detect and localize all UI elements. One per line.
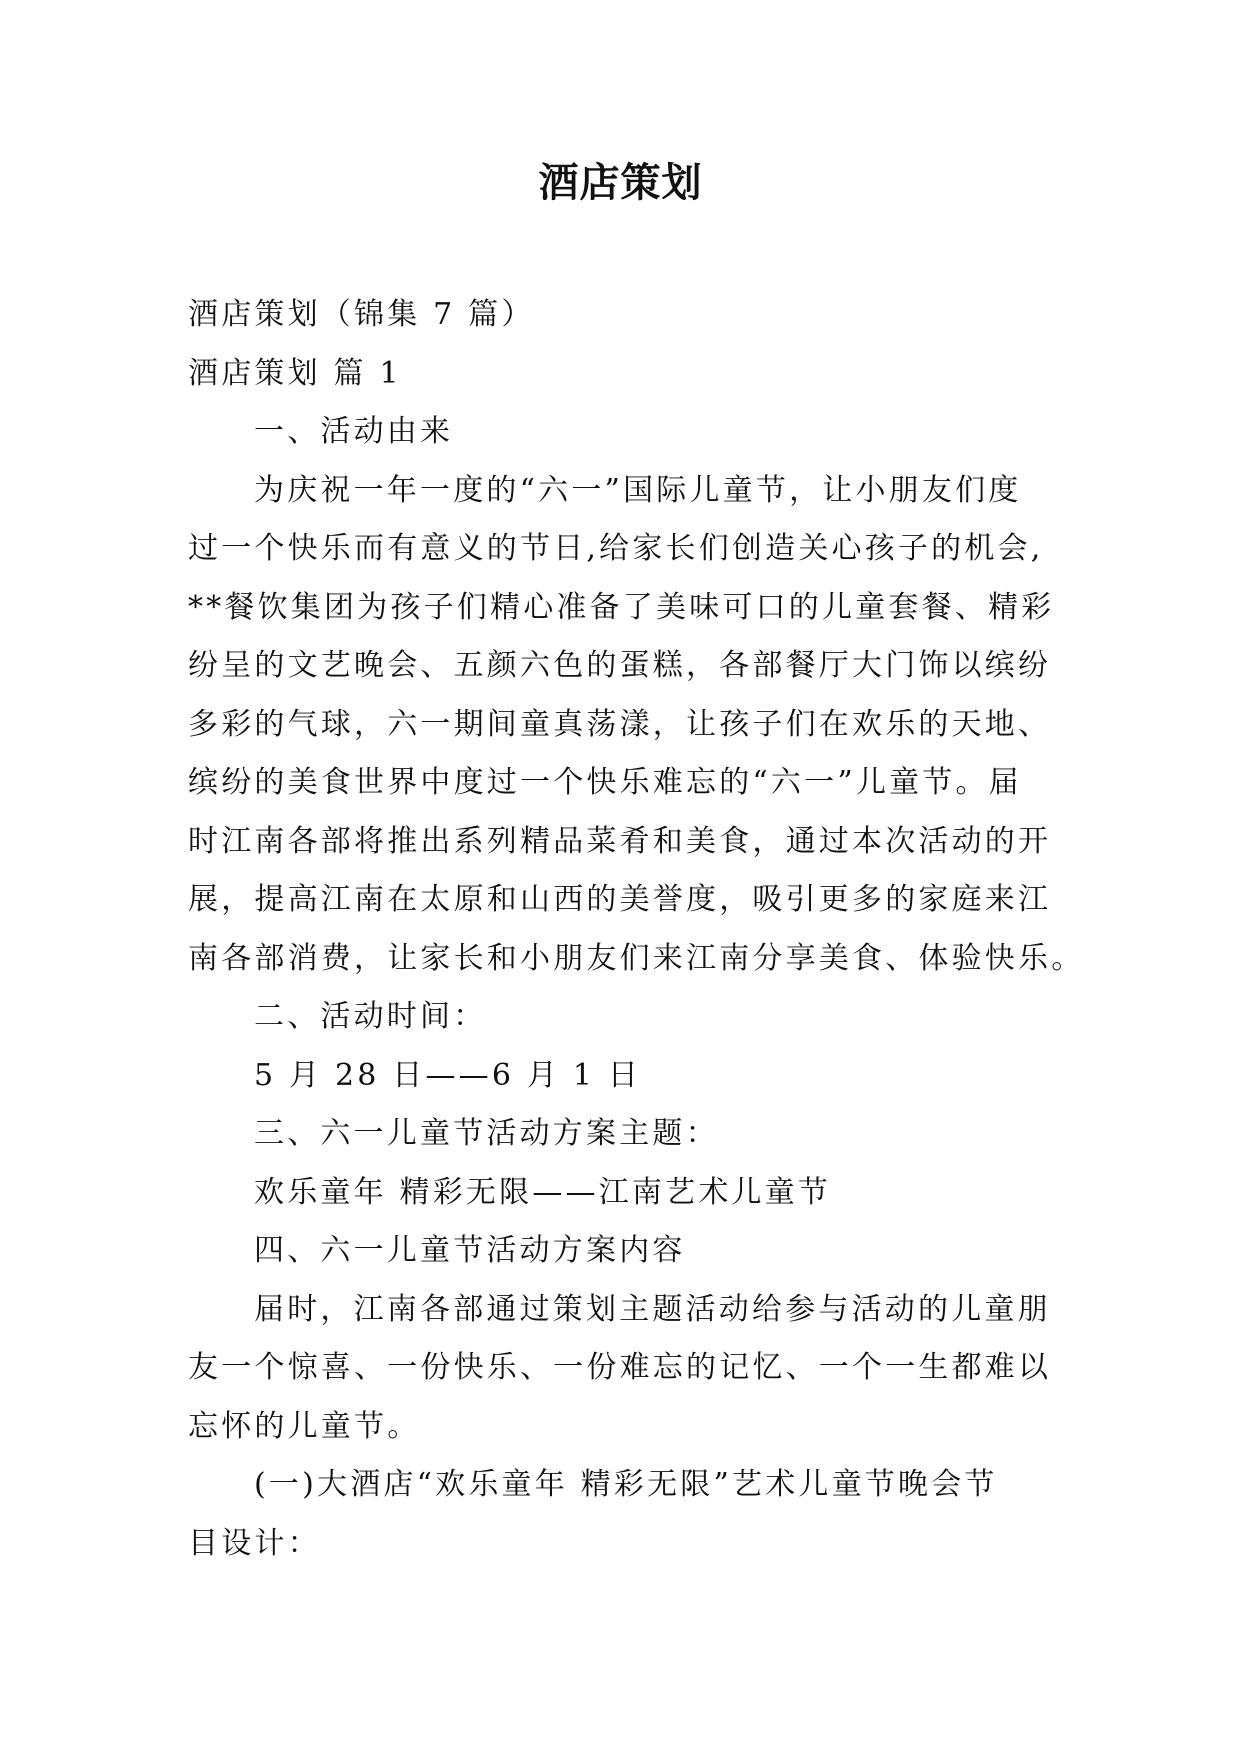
paragraph-line: 展，提高江南在太原和山西的美誉度，吸引更多的家庭来江 (188, 882, 1052, 917)
section-heading: 四、六一儿童节活动方案内容 (254, 1233, 686, 1268)
paragraph-line: 时江南各部将推出系列精品菜肴和美食，通过本次活动的开 (188, 823, 1052, 859)
paragraph-line: 多彩的气球，六一期间童真荡漾，让孩子们在欢乐的天地、 (188, 706, 1052, 742)
paragraph-line: 为庆祝一年一度的“六一”国际儿童节，让小朋友们度 (254, 472, 1022, 508)
section-heading: 三、六一儿童节活动方案主题： (254, 1116, 719, 1151)
paragraph-line: (一)大酒店“欢乐童年 精彩无限”艺术儿童节晚会节 (254, 1467, 998, 1502)
section-heading: 一、活动由来 (254, 414, 454, 449)
paragraph-line: 目设计： (188, 1525, 321, 1561)
paragraph-line: 缤纷的美食世界中度过一个快乐难忘的“六一”儿童节。届 (188, 765, 1022, 800)
paragraph-line: 南各部消费，让家长和小朋友们来江南分享美食、体验快乐。 (188, 940, 1085, 976)
document-body (188, 286, 1085, 1573)
collection-heading: 酒店策划（锦集 7 篇） (188, 297, 535, 332)
paragraph-line: 5 月 28 日——6 月 1 日 (254, 1057, 642, 1093)
section-heading: 二、活动时间： (254, 999, 487, 1034)
paragraph-line: **餐饮集团为孩子们精心准备了美味可口的儿童套餐、精彩 (188, 589, 1055, 625)
document-title: 酒店策划 (538, 159, 703, 206)
paragraph-line: 忘怀的儿童节。 (188, 1408, 421, 1444)
paragraph-line: 届时，江南各部通过策划主题活动给参与活动的儿童朋 (254, 1291, 1051, 1327)
paragraph-line: 欢乐童年 精彩无限——江南艺术儿童节 (254, 1174, 832, 1210)
paragraph-line: 过一个快乐而有意义的节日,给家长们创造关心孩子的机会, (188, 531, 1044, 566)
paragraph-line: 友一个惊喜、一份快乐、一份难忘的记忆、一个一生都难以 (188, 1350, 1052, 1385)
article-heading: 酒店策划 篇 1 (188, 355, 402, 391)
paragraph-line: 纷呈的文艺晚会、五颜六色的蛋糕，各部餐厅大门饰以缤纷 (188, 648, 1052, 683)
